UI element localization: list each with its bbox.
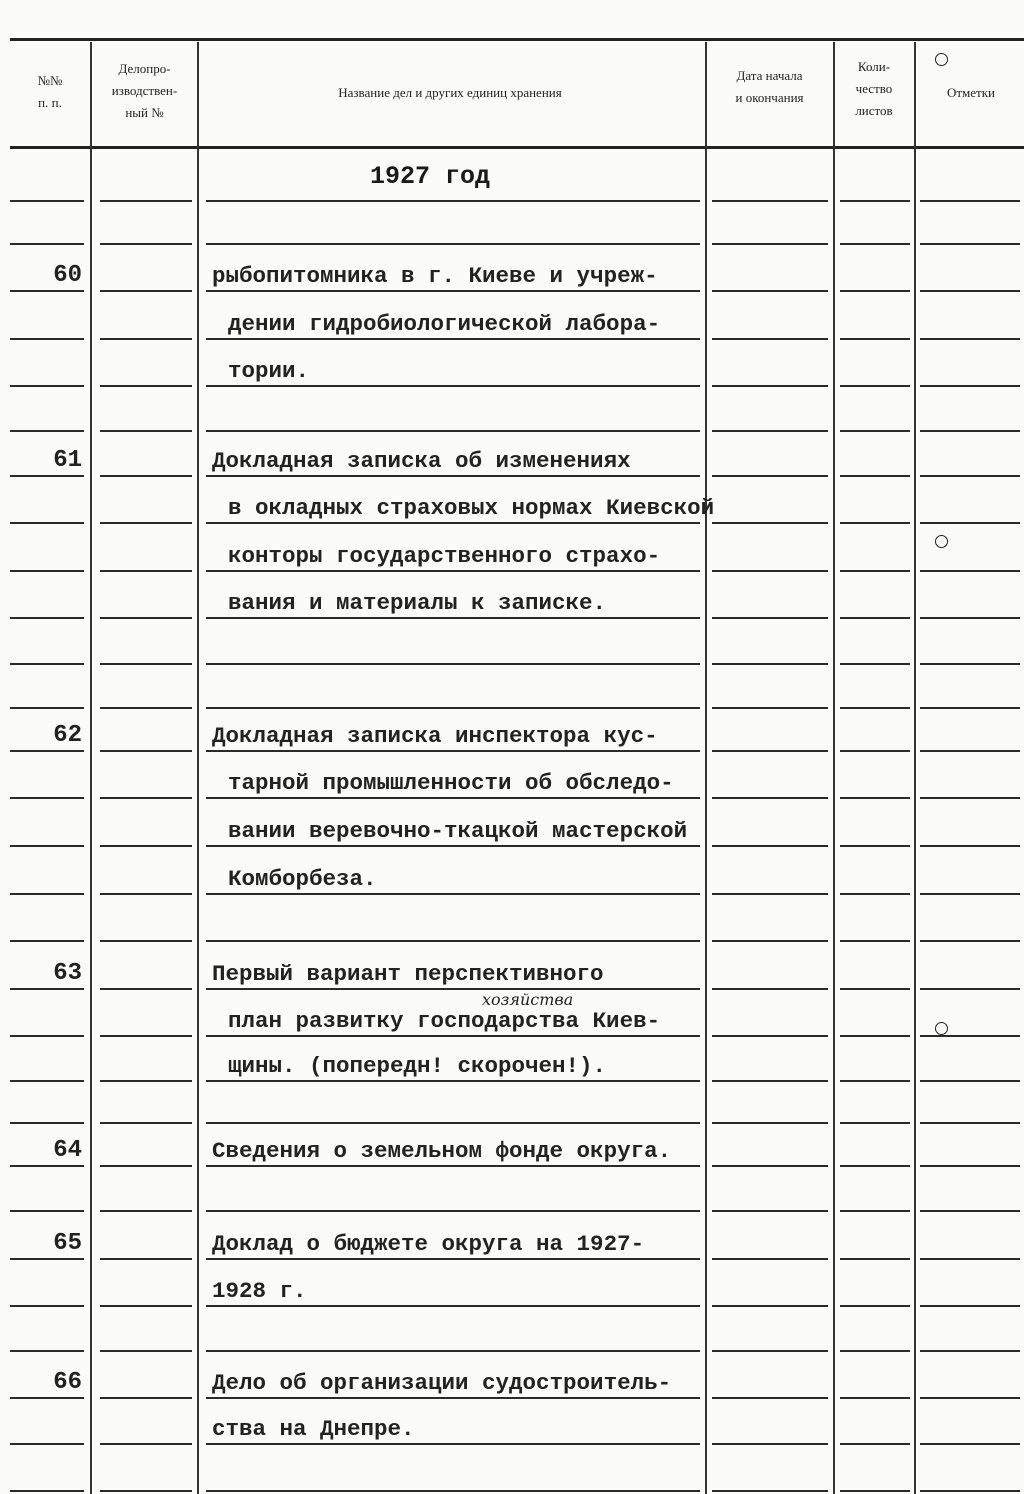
entry-number: 63 (53, 960, 82, 987)
header-sheets (835, 56, 913, 122)
ruled-line (712, 290, 828, 292)
ruled-line (100, 1080, 192, 1082)
ruled-line (920, 1443, 1020, 1445)
ruled-line (712, 940, 828, 942)
ruled-line (10, 290, 84, 292)
header-notes: Отметки (946, 85, 996, 100)
ruled-line (10, 1035, 84, 1037)
ruled-line (920, 1397, 1020, 1399)
ruled-line (100, 570, 192, 572)
ruled-line (920, 338, 1020, 340)
ruled-line (840, 1165, 910, 1167)
ruled-line (712, 1305, 828, 1307)
ruled-line (100, 893, 192, 895)
ruled-line (206, 1350, 700, 1352)
header-dates (707, 65, 832, 109)
ruled-line (100, 1490, 192, 1492)
entry-title-line: Дело об организации судостроитель- (212, 1370, 672, 1396)
ruled-line (712, 430, 828, 432)
header-line: изводствен- (111, 83, 178, 98)
ruled-line (920, 475, 1020, 477)
ruled-line (206, 797, 700, 799)
circle-mark-icon (935, 535, 948, 548)
ruled-line (712, 475, 828, 477)
ruled-line (840, 750, 910, 752)
header-line: Дата начала (736, 68, 803, 83)
ruled-line (206, 1258, 700, 1260)
entry-title-line: конторы государственного страхо- (228, 543, 661, 569)
header-office-number (92, 58, 197, 124)
ruled-line (10, 385, 84, 387)
ruled-line (920, 988, 1020, 990)
ruled-line (206, 750, 700, 752)
ruled-line (920, 750, 1020, 752)
ruled-line (840, 385, 910, 387)
ruled-line (10, 1165, 84, 1167)
ruled-line (100, 1397, 192, 1399)
ruled-line (10, 1122, 84, 1124)
ruled-line (206, 663, 700, 665)
entry-title-line: в окладных страховых нормах Киевской (228, 495, 715, 521)
ruled-line (920, 290, 1020, 292)
ruled-line (206, 1035, 700, 1037)
ruled-line (712, 522, 828, 524)
entry-title-line: щины. (попередн! скорочен!). (228, 1053, 607, 1079)
ruled-line (10, 1080, 84, 1082)
ruled-line (100, 338, 192, 340)
ruled-line (840, 893, 910, 895)
ruled-line (206, 385, 700, 387)
entry-title-line: Докладная записка инспектора кус- (212, 723, 658, 749)
ruled-line (10, 1490, 84, 1492)
ruled-line (10, 1397, 84, 1399)
column-divider (914, 42, 916, 1494)
ruled-line (206, 845, 700, 847)
ruled-line (100, 707, 192, 709)
ruled-line (920, 663, 1020, 665)
header-title: Название дел и других единиц хранения (338, 85, 562, 100)
ruled-line (10, 663, 84, 665)
entry-title-line: Доклад о бюджете округа на 1927- (212, 1231, 645, 1257)
ruled-line (206, 1443, 700, 1445)
handwritten-correction: хозяйства (482, 990, 574, 1009)
ruled-line (920, 1258, 1020, 1260)
ruled-line (840, 1443, 910, 1445)
ruled-line (840, 707, 910, 709)
entry-title-line: вании веревочно-ткацкой мастерской (228, 818, 688, 844)
ruled-line (100, 243, 192, 245)
header-line: чество (855, 81, 893, 96)
ruled-line (840, 522, 910, 524)
ruled-line (206, 522, 700, 524)
ruled-line (100, 797, 192, 799)
ruled-line (10, 617, 84, 619)
ruled-line (712, 570, 828, 572)
ruled-line (100, 988, 192, 990)
ruled-line (712, 338, 828, 340)
ruled-line (920, 1350, 1020, 1352)
entry-title-line: тории. (228, 358, 310, 384)
ruled-line (206, 1210, 700, 1212)
ruled-line (712, 845, 828, 847)
ruled-line (840, 338, 910, 340)
header-number-line: п. п. (38, 95, 62, 110)
column-divider (90, 42, 92, 1494)
ruled-line (100, 940, 192, 942)
ruled-line (840, 243, 910, 245)
ruled-line (712, 663, 828, 665)
ruled-line (840, 1350, 910, 1352)
entry-title-line: Докладная записка об изменениях (212, 448, 631, 474)
column-divider (705, 42, 707, 1494)
ruled-line (206, 338, 700, 340)
ruled-line (712, 200, 828, 202)
ruled-line (100, 290, 192, 292)
ruled-line (206, 617, 700, 619)
ruled-line (100, 475, 192, 477)
ruled-line (712, 988, 828, 990)
ruled-line (920, 1490, 1020, 1492)
ruled-line (920, 570, 1020, 572)
ruled-line (10, 1350, 84, 1352)
ruled-line (100, 430, 192, 432)
entry-title-line: 1928 г. (212, 1278, 307, 1304)
ruled-line (712, 385, 828, 387)
ruled-line (206, 570, 700, 572)
ruled-line (10, 797, 84, 799)
ruled-line (206, 290, 700, 292)
header-number-line: №№ (37, 73, 63, 88)
ruled-line (712, 797, 828, 799)
ruled-line (840, 1397, 910, 1399)
ruled-line (840, 290, 910, 292)
ruled-line (920, 1165, 1020, 1167)
ruled-line (206, 243, 700, 245)
ruled-line (206, 1397, 700, 1399)
ruled-line (840, 475, 910, 477)
ruled-line (920, 940, 1020, 942)
ruled-line (206, 707, 700, 709)
ruled-line (712, 1122, 828, 1124)
ruled-line (840, 1490, 910, 1492)
ruled-line (206, 1165, 700, 1167)
ruled-line (206, 200, 700, 202)
ruled-line (100, 1350, 192, 1352)
ruled-line (10, 570, 84, 572)
ruled-line (10, 707, 84, 709)
ruled-line (920, 522, 1020, 524)
ruled-line (10, 750, 84, 752)
ruled-line (206, 893, 700, 895)
ruled-line (920, 893, 1020, 895)
ruled-line (840, 988, 910, 990)
ruled-line (10, 1210, 84, 1212)
header-number (20, 70, 80, 114)
header-line: и окончания (735, 90, 804, 105)
ruled-line (712, 707, 828, 709)
header-line: листов (855, 103, 893, 118)
header-line: Коли- (857, 59, 891, 74)
ruled-line (206, 475, 700, 477)
column-divider (197, 42, 199, 1494)
ruled-line (206, 1080, 700, 1082)
ruled-line (712, 1258, 828, 1260)
column-divider (833, 42, 835, 1494)
entry-number: 60 (53, 262, 82, 289)
ruled-line (840, 1305, 910, 1307)
ruled-line (100, 1035, 192, 1037)
ruled-line (206, 1305, 700, 1307)
ruled-line (10, 988, 84, 990)
ruled-line (100, 200, 192, 202)
ruled-line (840, 663, 910, 665)
ruled-line (10, 200, 84, 202)
ruled-line (10, 1258, 84, 1260)
entry-title-line: вания и материалы к записке. (228, 590, 607, 616)
ruled-line (206, 940, 700, 942)
ruled-line (920, 707, 1020, 709)
entry-title-line: тарной промышленности об обследо- (228, 770, 674, 796)
ruled-line (840, 1122, 910, 1124)
ruled-line (840, 845, 910, 847)
ruled-line (920, 200, 1020, 202)
ruled-line (100, 750, 192, 752)
ruled-line (840, 430, 910, 432)
ruled-line (10, 940, 84, 942)
ruled-line (206, 430, 700, 432)
header-top-rule (10, 38, 1024, 41)
ruled-line (712, 1080, 828, 1082)
ruled-line (840, 617, 910, 619)
ruled-line (10, 475, 84, 477)
ruled-line (920, 1080, 1020, 1082)
ruled-line (712, 243, 828, 245)
entry-title-line: Первый вариант перспективного (212, 961, 604, 987)
ruled-line (712, 617, 828, 619)
ruled-line (712, 1165, 828, 1167)
ruled-line (840, 797, 910, 799)
ruled-line (712, 1397, 828, 1399)
ruled-line (712, 893, 828, 895)
ruled-line (10, 522, 84, 524)
header-bottom-rule (10, 146, 1024, 149)
entry-title-line: Комборбеза. (228, 866, 377, 892)
ruled-line (840, 1258, 910, 1260)
ruled-line (100, 1443, 192, 1445)
ruled-line (100, 385, 192, 387)
ruled-line (206, 988, 700, 990)
ruled-line (100, 1305, 192, 1307)
ruled-line (840, 940, 910, 942)
ruled-line (10, 893, 84, 895)
ruled-line (920, 430, 1020, 432)
ruled-line (10, 845, 84, 847)
entry-number: 61 (53, 447, 82, 474)
ruled-line (10, 1443, 84, 1445)
entry-title-line: Сведения о земельном фонде округа. (212, 1138, 672, 1164)
ruled-line (920, 1210, 1020, 1212)
ruled-line (920, 845, 1020, 847)
entry-title-line: рыбопитомника в г. Киеве и учреж- (212, 263, 658, 289)
year-heading: 1927 год (370, 162, 491, 191)
entry-title-line: план развитку господарства Киев- (228, 1008, 661, 1034)
entry-number: 66 (53, 1369, 82, 1396)
ruled-line (100, 1258, 192, 1260)
ruled-line (100, 617, 192, 619)
ruled-line (100, 1122, 192, 1124)
entry-number: 62 (53, 722, 82, 749)
ruled-line (100, 663, 192, 665)
ruled-line (920, 1122, 1020, 1124)
ruled-line (920, 385, 1020, 387)
entry-number: 64 (53, 1137, 82, 1164)
ruled-line (840, 1080, 910, 1082)
ruled-line (920, 243, 1020, 245)
ruled-line (712, 1210, 828, 1212)
ruled-line (10, 430, 84, 432)
circle-mark-icon (935, 1022, 948, 1035)
ruled-line (840, 1035, 910, 1037)
ruled-line (206, 1490, 700, 1492)
ruled-line (920, 1305, 1020, 1307)
ruled-line (920, 1035, 1020, 1037)
ruled-line (840, 570, 910, 572)
entry-number: 65 (53, 1230, 82, 1257)
ruled-line (920, 617, 1020, 619)
ruled-line (840, 200, 910, 202)
ruled-line (712, 750, 828, 752)
header-line: Делопро- (118, 61, 171, 76)
ruled-line (206, 1122, 700, 1124)
ruled-line (100, 845, 192, 847)
ruled-line (712, 1443, 828, 1445)
ruled-line (100, 1165, 192, 1167)
ruled-line (10, 243, 84, 245)
ruled-line (10, 338, 84, 340)
ruled-line (712, 1350, 828, 1352)
entry-title-line: дении гидробиологической лабора- (228, 311, 661, 337)
ruled-line (10, 1305, 84, 1307)
ruled-line (712, 1490, 828, 1492)
circle-mark-icon (935, 53, 948, 66)
ruled-line (712, 1035, 828, 1037)
ruled-line (840, 1210, 910, 1212)
header-line: ный № (125, 105, 164, 120)
ruled-line (920, 797, 1020, 799)
ruled-line (100, 1210, 192, 1212)
entry-title-line: ства на Днепре. (212, 1416, 415, 1442)
ruled-line (100, 522, 192, 524)
